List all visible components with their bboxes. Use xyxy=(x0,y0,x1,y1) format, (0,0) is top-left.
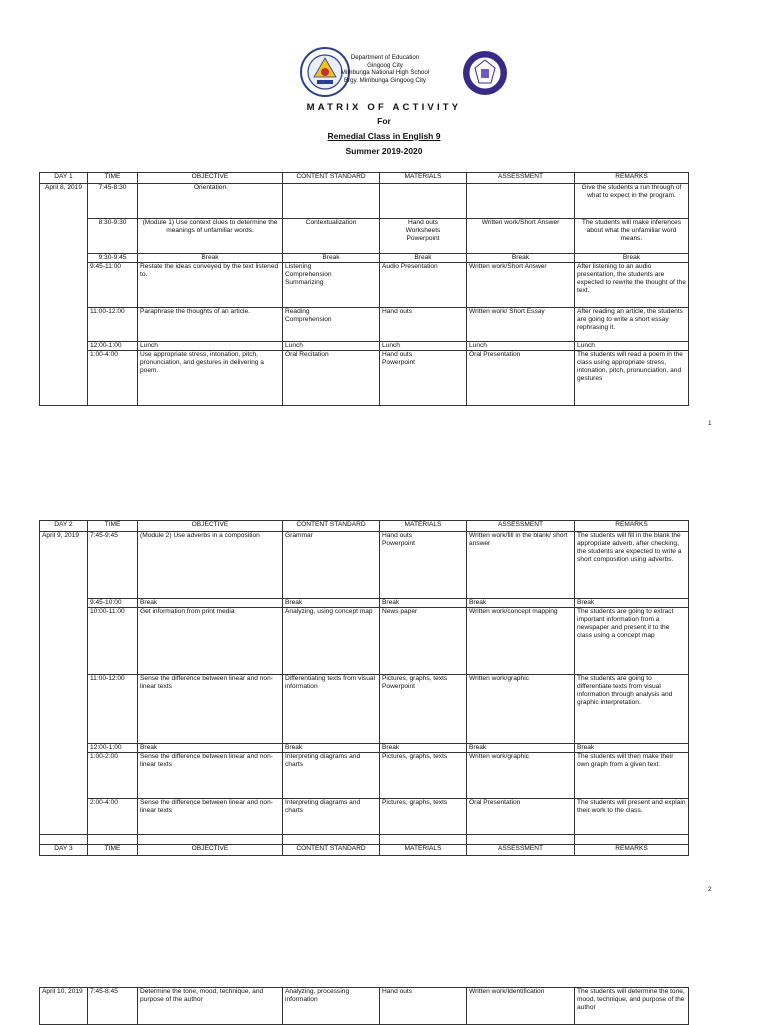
cell-materials: Pictures, graphs, texts xyxy=(380,753,467,799)
cell-content: Differentiating texts from visual information xyxy=(283,675,380,744)
cell-objective: Use appropriate stress, intonation, pitch, pronunciation, and gestures in delivering a poem. xyxy=(138,351,283,406)
table-row xyxy=(40,342,689,351)
cell-remarks: The students will read a poem in the class using appropriate stress, intonation, pitch, pronunciation, and gestures xyxy=(575,351,689,406)
cell-content: Reading Comprehension xyxy=(283,308,380,342)
cell-content: Interpreting diagrams and charts xyxy=(283,799,380,835)
cell-assessment: Written work/concept mapping xyxy=(467,608,575,675)
cell-objective: Sense the difference between linear and non-linear texts xyxy=(138,799,283,835)
table-row xyxy=(40,263,689,308)
header-remarks: REMARKS xyxy=(575,173,689,184)
header-objective: OBJECTIVE xyxy=(138,521,283,532)
cell-materials: Lunch xyxy=(380,342,467,351)
cell-materials: Break xyxy=(380,744,467,753)
cell-materials: Hand outs Worksheets Powerpoint xyxy=(380,219,467,254)
table-row xyxy=(40,599,689,608)
cell-objective: Get information from print media xyxy=(138,608,283,675)
cell-time: 11:00-12:00 xyxy=(88,675,138,744)
cell-materials: Break xyxy=(380,254,467,263)
cell-content xyxy=(283,184,380,219)
header-assessment: ASSESSMENT xyxy=(467,173,575,184)
cell-remarks: The students will make inferences about what the unfamiliar word means. xyxy=(575,219,689,254)
cell-content: Analyzing, using concept map xyxy=(283,608,380,675)
header-assessment: ASSESSMENT xyxy=(467,521,575,532)
cell-materials: Audio Presentation xyxy=(380,263,467,308)
cell-assessment: Written work/graphic xyxy=(467,675,575,744)
header-remarks: REMARKS xyxy=(575,845,689,856)
cell-assessment: Written work/Short Answer xyxy=(467,219,575,254)
cell-time: 1:00-2:00 xyxy=(88,753,138,799)
department-info xyxy=(330,54,440,84)
cell-assessment: Written work/Short Answer xyxy=(467,263,575,308)
header-materials: MATERIALS xyxy=(380,173,467,184)
cell-time: 7:45-8:45 xyxy=(88,988,138,1025)
table-header-row xyxy=(40,173,689,184)
day-date: April 9, 2019 xyxy=(40,532,88,835)
table-row xyxy=(40,219,689,254)
header-day: DAY 1 xyxy=(40,173,88,184)
day1-table xyxy=(39,172,689,406)
cell-assessment: Oral Presentation xyxy=(467,351,575,406)
dept-line-2: Gingoog City xyxy=(367,61,403,69)
cell-materials: News paper xyxy=(380,608,467,675)
cell-content: Oral Recitation xyxy=(283,351,380,406)
header-content-standard: CONTENT STANDARD xyxy=(283,845,380,856)
day2-table xyxy=(39,520,689,856)
cell-assessment: Break xyxy=(467,744,575,753)
cell-content: Break xyxy=(283,744,380,753)
table-row-empty xyxy=(40,835,689,845)
day-date: April 8, 2019 xyxy=(40,184,88,406)
day-date: April 10, 2019 xyxy=(40,988,88,1025)
cell-assessment: Written work/fill in the blank/ short answer xyxy=(467,532,575,599)
cell-time: 10:00-11:00 xyxy=(88,608,138,675)
cell-remarks: Break xyxy=(575,599,689,608)
table-row xyxy=(40,308,689,342)
cell-content: Interpreting diagrams and charts xyxy=(283,753,380,799)
cell-remarks: The students will fill in the blank the appropriate adverb, after checking, the students are expected to write a short composition using adverbs. xyxy=(575,532,689,599)
cell-remarks: After listening to an audio presentation, the students are expected to rewrite the thought of the text. xyxy=(575,263,689,308)
header-assessment: ASSESSMENT xyxy=(467,845,575,856)
header-day: DAY 2 xyxy=(40,521,88,532)
cell-assessment: Written work/ Short Essay xyxy=(467,308,575,342)
cell-objective: (Module 1) Use context clues to determine the meanings of unfamiliar words. xyxy=(138,219,283,254)
cell-content: Break xyxy=(283,254,380,263)
table-row xyxy=(40,753,689,799)
dept-line-1: Department of Education xyxy=(350,54,420,61)
cell-objective: Break xyxy=(138,599,283,608)
day3-table xyxy=(39,987,689,1025)
cell-objective: Break xyxy=(138,254,283,263)
table-row xyxy=(40,254,689,263)
table-header-row xyxy=(40,845,689,856)
document-for: For xyxy=(377,116,391,126)
header-day: DAY 3 xyxy=(40,845,88,856)
page-number: 2 xyxy=(708,886,712,893)
cell-objective: Restate the ideas conveyed by the text listened to. xyxy=(138,263,283,308)
cell-remarks: The students will then make their own graph from a given text. xyxy=(575,753,689,799)
table-row xyxy=(40,675,689,744)
cell-time: 12:00-1:00 xyxy=(88,744,138,753)
cell-time: 9:45-10:00 xyxy=(88,599,138,608)
class-name: Remedial Class in English 9 xyxy=(327,131,441,141)
document-title: MATRIX OF ACTIVITY xyxy=(306,102,462,113)
header-content-standard: CONTENT STANDARD xyxy=(283,173,380,184)
cell-remarks: Break xyxy=(575,254,689,263)
cell-materials: Hand outs xyxy=(380,308,467,342)
table-row xyxy=(40,351,689,406)
cell-remarks: The students are going to extract important information from a newspaper and present it to the class using a concept map xyxy=(575,608,689,675)
cell-content: Grammar xyxy=(283,532,380,599)
cell-assessment: Break xyxy=(467,599,575,608)
header-time: TIME xyxy=(88,521,138,532)
table-row xyxy=(40,799,689,835)
cell-content: Listening Comprehension Summarizing xyxy=(283,263,380,308)
table-row xyxy=(40,532,689,599)
cell-time: 2:00-4:00 xyxy=(88,799,138,835)
cell-remarks: Lunch xyxy=(575,342,689,351)
cell-objective: Orientation xyxy=(138,184,283,219)
cell-time: 7:45-9:45 xyxy=(88,532,138,599)
cell-assessment: Break xyxy=(467,254,575,263)
cell-content: Contextualization xyxy=(283,219,380,254)
table-row xyxy=(40,184,689,219)
cell-time: 7:45-8:30 xyxy=(88,184,138,219)
cell-remarks: The students are going to differentiate texts from visual information through analysis and graphic interpretation. xyxy=(575,675,689,744)
cell-objective: Determine the tone, mood, technique, and purpose of the author xyxy=(138,988,283,1025)
header-objective: OBJECTIVE xyxy=(138,845,283,856)
cell-assessment xyxy=(467,184,575,219)
cell-materials: Hand outs xyxy=(380,988,467,1025)
table-row xyxy=(40,988,689,1025)
table-row xyxy=(40,744,689,753)
header-remarks: REMARKS xyxy=(575,521,689,532)
cell-objective: Break xyxy=(138,744,283,753)
cell-content: Break xyxy=(283,599,380,608)
school-seal-logo xyxy=(462,50,508,96)
cell-time: 8:30-9:30 xyxy=(88,219,138,254)
cell-objective: Sense the difference between linear and non-linear texts xyxy=(138,753,283,799)
cell-materials: Hand outs Powerpoint xyxy=(380,532,467,599)
page-number: 1 xyxy=(708,420,712,427)
cell-assessment: Written work/graphic xyxy=(467,753,575,799)
cell-objective: Sense the difference between linear and non-linear texts xyxy=(138,675,283,744)
cell-materials: Hand outs Powerpoint xyxy=(380,351,467,406)
cell-assessment: Written work/Identification xyxy=(467,988,575,1025)
header-materials: MATERIALS xyxy=(380,845,467,856)
table-row xyxy=(40,608,689,675)
cell-time: 9:30-9:45 xyxy=(88,254,138,263)
cell-materials: Pictures, graphs, texts xyxy=(380,799,467,835)
document-header xyxy=(0,0,768,170)
header-materials: MATERIALS xyxy=(380,521,467,532)
cell-time: 1:00-4:00 xyxy=(88,351,138,406)
header-objective: OBJECTIVE xyxy=(138,173,283,184)
cell-time: 12:00-1:00 xyxy=(88,342,138,351)
cell-time: 11:00-12:00 xyxy=(88,308,138,342)
cell-remarks: The students will present and explain their work to the class. xyxy=(575,799,689,835)
cell-assessment: Lunch xyxy=(467,342,575,351)
header-time: TIME xyxy=(88,173,138,184)
header-content-standard: CONTENT STANDARD xyxy=(283,521,380,532)
cell-assessment: Oral Presentation xyxy=(467,799,575,835)
cell-remarks: After reading an article, the students are going to write a short essay rephrasing it. xyxy=(575,308,689,342)
cell-content: Lunch xyxy=(283,342,380,351)
cell-remarks: Break xyxy=(575,744,689,753)
cell-materials: Break xyxy=(380,599,467,608)
table-header-row xyxy=(40,521,689,532)
cell-materials: Pictures, graphs, texts Powerpoint xyxy=(380,675,467,744)
cell-objective: (Module 2) Use adverbs in a composition xyxy=(138,532,283,599)
cell-materials xyxy=(380,184,467,219)
school-period: Summer 2019-2020 xyxy=(345,146,423,156)
header-time: TIME xyxy=(88,845,138,856)
cell-remarks: The students will determine the tone, mood, technique, and purpose of the author xyxy=(575,988,689,1025)
dept-line-3: Mimbunga National High School xyxy=(340,69,430,77)
cell-remarks: Give the students a run through of what to expect in the program. xyxy=(575,184,689,219)
cell-content: Analyzing, processing information xyxy=(283,988,380,1025)
cell-objective: Paraphrase the thoughts of an article. xyxy=(138,308,283,342)
cell-time: 9:45-11:00 xyxy=(88,263,138,308)
dept-line-4: Brgy. Mimbunga Gingoog City xyxy=(343,76,427,84)
cell-objective: Lunch xyxy=(138,342,283,351)
